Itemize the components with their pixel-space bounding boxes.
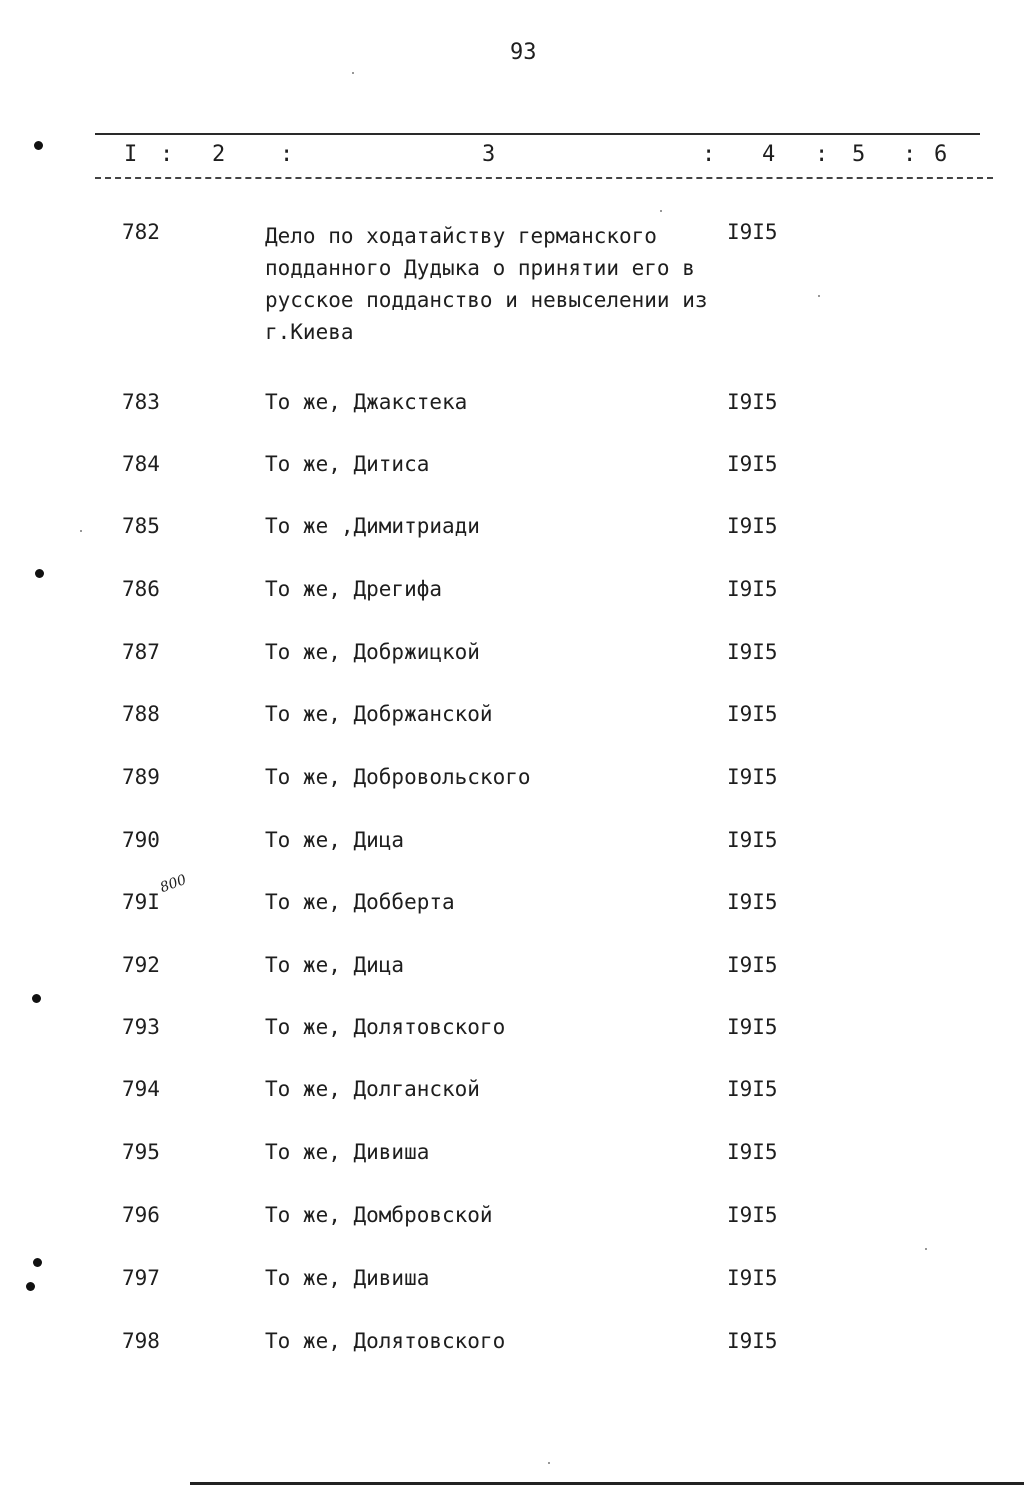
record-number: 794 [122, 1077, 160, 1101]
record-description: То же, Добржицкой [265, 640, 480, 664]
header-col-6: 6 [934, 142, 948, 167]
scan-speck [548, 1462, 550, 1464]
header-top-rule [95, 133, 980, 135]
record-number: 786 [122, 577, 160, 601]
record-number: 796 [122, 1203, 160, 1227]
record-year: I9I5 [727, 1266, 778, 1290]
record-number: 79I [122, 890, 160, 914]
table-row [0, 640, 1024, 680]
record-number: 789 [122, 765, 160, 789]
record-description: То же, Дрегифа [265, 577, 443, 601]
record-description: То же, Долятовского [265, 1329, 506, 1353]
record-year: I9I5 [727, 1077, 778, 1101]
table-row [0, 452, 1024, 492]
header-bottom-rule [95, 177, 993, 179]
record-description: То же, Дица [265, 953, 405, 977]
table-row [0, 828, 1024, 868]
table-row [0, 390, 1024, 430]
record-year: I9I5 [727, 1329, 778, 1353]
scan-speck [925, 1248, 927, 1250]
handwritten-annotation: 800 [158, 871, 189, 897]
record-number: 785 [122, 514, 160, 538]
record-description: То же, Домбровской [265, 1203, 493, 1227]
record-number: 788 [122, 702, 160, 726]
record-description: То же, Добржанской [265, 702, 493, 726]
header-sep: : [903, 142, 917, 167]
binding-hole-mark [35, 569, 44, 578]
header-sep: : [815, 142, 829, 167]
table-row [0, 702, 1024, 742]
scan-speck [80, 530, 82, 532]
record-year: I9I5 [727, 765, 778, 789]
record-year: I9I5 [727, 953, 778, 977]
record-year: I9I5 [727, 828, 778, 852]
header-sep: : [702, 142, 716, 167]
footer-rule [190, 1482, 1024, 1485]
table-row [0, 953, 1024, 993]
record-description: То же, Джакстека [265, 390, 468, 414]
record-description: То же, Дивиша [265, 1140, 430, 1164]
table-row [0, 1015, 1024, 1055]
record-description: То же, Дитиса [265, 452, 430, 476]
record-year: I9I5 [727, 1140, 778, 1164]
record-number: 795 [122, 1140, 160, 1164]
record-number: 782 [122, 220, 160, 244]
record-year: I9I5 [727, 577, 778, 601]
record-year: I9I5 [727, 390, 778, 414]
record-year: I9I5 [727, 640, 778, 664]
record-description: Дело по ходатайству германского подданного Дудыка о принятии его в русское подданство и невыселении из г.Киева [265, 224, 708, 344]
record-description: То же, Добберта [265, 890, 455, 914]
record-number: 783 [122, 390, 160, 414]
record-description: То же ,Димитриади [265, 514, 480, 538]
table-row [0, 1329, 1024, 1369]
scan-speck [660, 210, 662, 212]
record-description: То же, Дивиша [265, 1266, 430, 1290]
binding-hole-mark [33, 1258, 42, 1267]
header-sep: : [160, 142, 174, 167]
table-row [0, 220, 1024, 344]
table-row [0, 1140, 1024, 1180]
record-number: 792 [122, 953, 160, 977]
binding-hole-mark [32, 994, 41, 1003]
record-description: То же, Долганской [265, 1077, 480, 1101]
record-year: I9I5 [727, 220, 778, 244]
record-number: 798 [122, 1329, 160, 1353]
record-description: То же, Долятовского [265, 1015, 506, 1039]
binding-hole-mark [26, 1282, 35, 1291]
table-row [0, 1266, 1024, 1306]
record-number: 784 [122, 452, 160, 476]
record-year: I9I5 [727, 1015, 778, 1039]
record-year: I9I5 [727, 702, 778, 726]
table-row [0, 765, 1024, 805]
record-year: I9I5 [727, 514, 778, 538]
record-number: 793 [122, 1015, 160, 1039]
record-year: I9I5 [727, 1203, 778, 1227]
header-col-1: I [124, 142, 138, 167]
header-col-4: 4 [762, 142, 776, 167]
record-number: 790 [122, 828, 160, 852]
page-number: 93 [510, 40, 537, 65]
header-sep: : [280, 142, 294, 167]
header-col-2: 2 [212, 142, 226, 167]
table-row [0, 1203, 1024, 1243]
table-row [0, 871, 1024, 930]
scan-speck [818, 295, 820, 297]
table-row [0, 514, 1024, 554]
record-description: То же, Дица [265, 828, 405, 852]
record-year: I9I5 [727, 452, 778, 476]
record-description: То же, Добровольского [265, 765, 531, 789]
scan-speck [352, 72, 354, 74]
record-number: 797 [122, 1266, 160, 1290]
table-row [0, 577, 1024, 617]
binding-hole-mark [34, 141, 43, 150]
header-col-5: 5 [852, 142, 866, 167]
header-col-3: 3 [482, 142, 496, 167]
table-row [0, 1077, 1024, 1117]
record-number: 787 [122, 640, 160, 664]
record-year: I9I5 [727, 890, 778, 914]
